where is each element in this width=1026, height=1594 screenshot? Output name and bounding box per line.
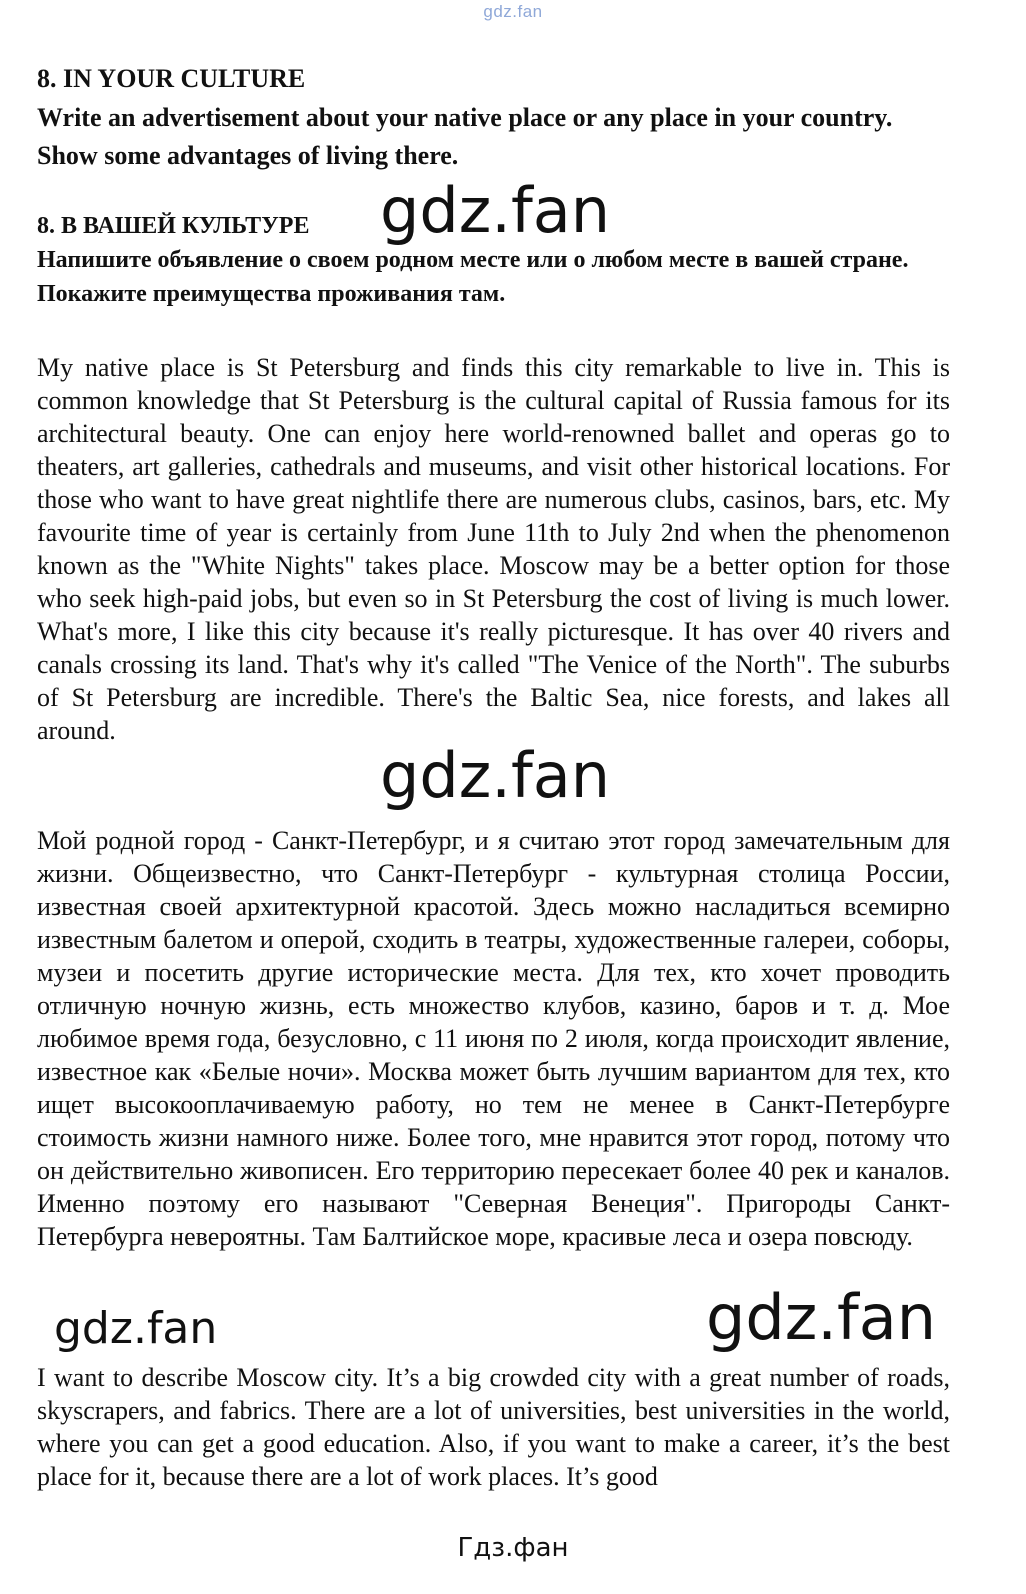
answer-text-ru: Мой родной город - Санкт-Петербург, и я считаю этот город замечательным для жизни. Общеизвестно, что Санкт-Петербург - культурная столица России, известная своей архитектурной красотой. Здесь можно насладиться всемирно известным балетом и оперой, сходить в театры, художественные галереи, соборы, музеи и посетить другие исторические места. Для тех, кто хочет проводить отличную ночную жизнь, есть множество клубов, казино, баров и т. д. Мое любимое время года, безусловно, с 11 июня по 2 июля, когда происходит явление, известное как «Белые ночи». Москва может быть лучшим вариантом для тех, кто ищет высокооплачиваемую работу, но тем не менее в Санкт-Петербурге стоимость жизни намного ниже. Более того, мне нравится этот город, потому что он действительно живописен. Его территорию пересекает более 40 рек и каналов. Именно поэтому его называют "Северная Венеция". Пригороды Санкт-Петербурга невероятны. Там Балтийское море, красивые леса и озера повсюду. — [37, 826, 950, 1251]
watermark: gdz.fan — [54, 1303, 218, 1354]
exercise-title-ru: 8. В ВАШЕЙ КУЛЬТУРЕ — [37, 213, 310, 239]
watermark: gdz.fan — [380, 174, 611, 247]
watermark-top: gdz.fan — [483, 2, 543, 21]
watermark: gdz.fan — [380, 739, 611, 812]
footer-watermark: Гдз.фан — [457, 1533, 569, 1563]
watermark: gdz.fan — [706, 1281, 937, 1354]
answer-text-en-second: I want to describe Moscow city. It’s a big crowded city with a great number of roads, skyscrapers, and fabrics. There are a lot of universities, best universities in the world, where you can get a good education. Also, if you want to make a career, it’s the best place for it, because there are a lot of work places. It’s good — [37, 1363, 950, 1491]
answer-text-en: My native place is St Petersburg and finds this city remarkable to live in. This is common knowledge that St Petersburg is the cultural capital of Russia famous for its architectural beauty. One can enjoy here world-renowned ballet and operas go to theaters, art galleries, cathedrals and museums, and visit other historical locations. For those who want to have great nightlife there are numerous clubs, casinos, bars, etc. My favourite time of year is certainly from June 11th to July 2nd when the phenomenon known as the "White Nights" takes place. Moscow may be a better option for those who seek high-paid jobs, but even so in St Petersburg the cost of living is much lower. What's more, I like this city because it's really picturesque. It has over 40 rivers and canals crossing its land. That's why it's called "The Venice of the North". The suburbs of St Petersburg are incredible. There's the Baltic Sea, nice forests, and lakes all around. — [37, 353, 950, 745]
exercise-task-en: Write an advertisement about your native place or any place in your country. Show some advantages of living there. — [37, 103, 893, 170]
exercise-task-ru: Напишите объявление о своем родном месте или о любом месте в вашей стране. Покажите преимущества проживания там. — [37, 247, 909, 307]
exercise-title-en: 8. IN YOUR CULTURE — [37, 64, 306, 93]
